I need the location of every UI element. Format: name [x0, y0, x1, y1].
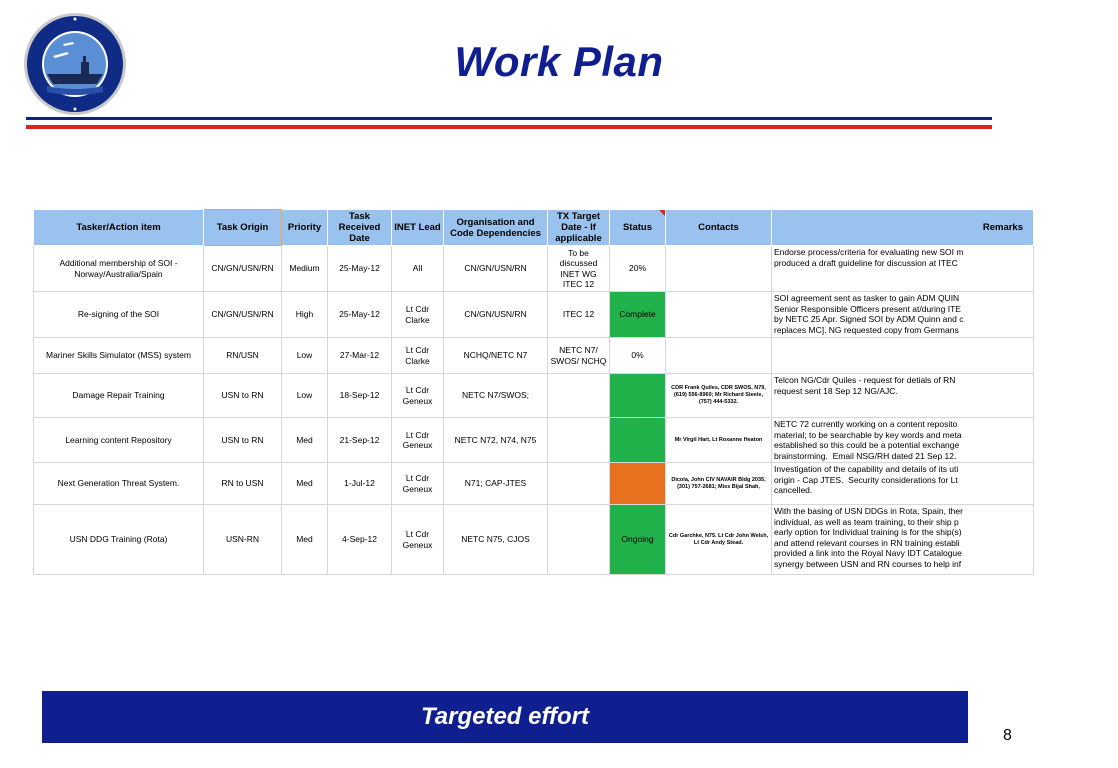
cell-contacts: CDR Frank Quiles, CDR SWOS, N79, (619) 556-8960; Mr Richard Steele, (757) 444-5332.	[666, 374, 772, 418]
cell-org-dependencies: CN/GN/USN/RN	[444, 292, 548, 338]
cell-tasker: Learning content Repository	[34, 418, 204, 463]
cell-remarks: SOI agreement sent as tasker to gain ADM QUIN Senior Responsible Officers present at/during ITE by NETC 25 Apr. Signed SOI by ADM Quinn and c replaces MC]. NG requested copy from Germans	[772, 292, 1034, 338]
cell-received-date: 25-May-12	[328, 292, 392, 338]
cell-received-date: 1-Jul-12	[328, 463, 392, 505]
cell-priority: Med	[282, 463, 328, 505]
cell-org-dependencies: NETC N75, CJOS	[444, 505, 548, 575]
header-priority: Priority	[282, 210, 328, 246]
cell-inet-lead: Lt Cdr Geneux	[392, 463, 444, 505]
cell-received-date: 4-Sep-12	[328, 505, 392, 575]
cell-tx-target-date: To be discussed INET WG ITEC 12	[548, 246, 610, 292]
cell-task-origin: RN to USN	[204, 463, 282, 505]
header-status	[610, 210, 666, 246]
cell-remarks: Investigation of the capability and details of its uti origin - Cap JTES. Security considerations for Lt cancelled.	[772, 463, 1034, 505]
cell-priority: Med	[282, 418, 328, 463]
cell-tx-target-date: NETC N7/ SWOS/ NCHQ	[548, 338, 610, 374]
header-status-label: Status	[622, 222, 653, 233]
cell-tx-target-date	[548, 463, 610, 505]
cell-inet-lead: All	[392, 246, 444, 292]
cell-remarks	[772, 338, 1034, 374]
header-task-origin: Task Origin	[204, 210, 282, 246]
cell-status: Complete	[610, 292, 666, 338]
cell-inet-lead: Lt Cdr Geneux	[392, 374, 444, 418]
cell-inet-lead: Lt Cdr Geneux	[392, 418, 444, 463]
cell-org-dependencies: CN/GN/USN/RN	[444, 246, 548, 292]
cell-tasker: Next Generation Threat System.	[34, 463, 204, 505]
title-rule-red	[26, 125, 992, 129]
cell-inet-lead: Lt Cdr Geneux	[392, 505, 444, 575]
cell-contacts	[666, 338, 772, 374]
table-row	[34, 292, 1034, 338]
cell-tx-target-date	[548, 374, 610, 418]
cell-contacts	[666, 246, 772, 292]
cell-contacts	[666, 292, 772, 338]
title-rule-blue	[26, 117, 992, 120]
table-row	[34, 338, 1034, 374]
cell-contacts: Dicola, John CIV NAVAIR Bldg 2035, (301) 757-2681; Miss Bijal Shah,	[666, 463, 772, 505]
table-row	[34, 246, 1034, 292]
cell-priority: Low	[282, 338, 328, 374]
header-remarks: Remarks	[772, 210, 1034, 246]
cell-contacts: Mr Virgil Hart, Lt Roxanne Heaton	[666, 418, 772, 463]
header-contacts: Contacts	[666, 210, 772, 246]
cell-priority: Med	[282, 505, 328, 575]
table-row	[34, 463, 1034, 505]
table-row	[34, 374, 1034, 418]
cell-org-dependencies: NETC N72, N74, N75	[444, 418, 548, 463]
cell-task-origin: USN-RN	[204, 505, 282, 575]
cell-contacts: Cdr Garchke, N75. Lt Cdr John Welsh, Lt Cdr Andy Stead.	[666, 505, 772, 575]
cell-task-origin: USN to RN	[204, 374, 282, 418]
cell-tasker: Mariner Skills Simulator (MSS) system	[34, 338, 204, 374]
cell-received-date: 21-Sep-12	[328, 418, 392, 463]
cell-org-dependencies: N71; CAP-JTES	[444, 463, 548, 505]
table-row	[34, 505, 1034, 575]
cell-status	[610, 463, 666, 505]
header-tx-target-date: TX Target Date - If applicable	[548, 210, 610, 246]
header-tasker: Tasker/Action item	[34, 210, 204, 246]
cell-inet-lead: Lt Cdr Clarke	[392, 292, 444, 338]
cell-remarks: NETC 72 currently working on a content reposito material; to be searchable by key words and meta established so this could be a potential exchange brainstorming. Email NSG/RH dated 21 Sep 12.	[772, 418, 1034, 463]
slide-title: Work Plan	[454, 38, 664, 85]
cell-priority: Medium	[282, 246, 328, 292]
header-inet-lead: INET Lead	[392, 210, 444, 246]
cell-status: Ongoing	[610, 505, 666, 575]
cell-remarks: Endorse process/criteria for evaluating new SOI m produced a draft guideline for discussion at ITEC	[772, 246, 1034, 292]
cell-received-date: 25-May-12	[328, 246, 392, 292]
cell-task-origin: RN/USN	[204, 338, 282, 374]
cell-task-origin: CN/GN/USN/RN	[204, 246, 282, 292]
cell-received-date: 27-Mar-12	[328, 338, 392, 374]
work-plan-table	[33, 209, 1034, 575]
cell-remarks: With the basing of USN DDGs in Rota, Spain, ther individual, as well as team training, to their ship p early option for Individual training is for the ship(s) and attend relevant courses in RN training establi provided a link into the Royal Navy IDT Catalogue synergy between USN and RN courses to help inf	[772, 505, 1034, 575]
page-number: 8	[1003, 727, 1012, 744]
footer-banner: Targeted effort	[42, 691, 968, 743]
cell-priority: High	[282, 292, 328, 338]
cell-tx-target-date	[548, 505, 610, 575]
cell-org-dependencies: NETC N7/SWOS;	[444, 374, 548, 418]
cell-priority: Low	[282, 374, 328, 418]
cell-status: 0%	[610, 338, 666, 374]
cell-org-dependencies: NCHQ/NETC N7	[444, 338, 548, 374]
header-org-dependencies: Organisation and Code Dependencies	[444, 210, 548, 246]
table-row	[34, 418, 1034, 463]
cell-task-origin: USN to RN	[204, 418, 282, 463]
cell-received-date: 18-Sep-12	[328, 374, 392, 418]
table-header-row	[34, 210, 1034, 246]
cell-tasker: Re-signing of the SOI	[34, 292, 204, 338]
cell-tx-target-date	[548, 418, 610, 463]
cell-inet-lead: Lt Cdr Clarke	[392, 338, 444, 374]
cell-tasker: Damage Repair Training	[34, 374, 204, 418]
cell-tx-target-date: ITEC 12	[548, 292, 610, 338]
cell-task-origin: CN/GN/USN/RN	[204, 292, 282, 338]
header-received-date: Task Received Date	[328, 210, 392, 246]
cell-status: 20%	[610, 246, 666, 292]
cell-remarks: Telcon NG/Cdr Quiles - request for detials of RN request sent 18 Sep 12 NG/AJC.	[772, 374, 1034, 418]
work-plan-table-container	[33, 209, 1023, 579]
cell-tasker: Additional membership of SOI - Norway/Australia/Spain	[34, 246, 204, 292]
cell-status	[610, 374, 666, 418]
cell-tasker: USN DDG Training (Rota)	[34, 505, 204, 575]
cell-status	[610, 418, 666, 463]
comment-flag-icon	[659, 210, 665, 216]
